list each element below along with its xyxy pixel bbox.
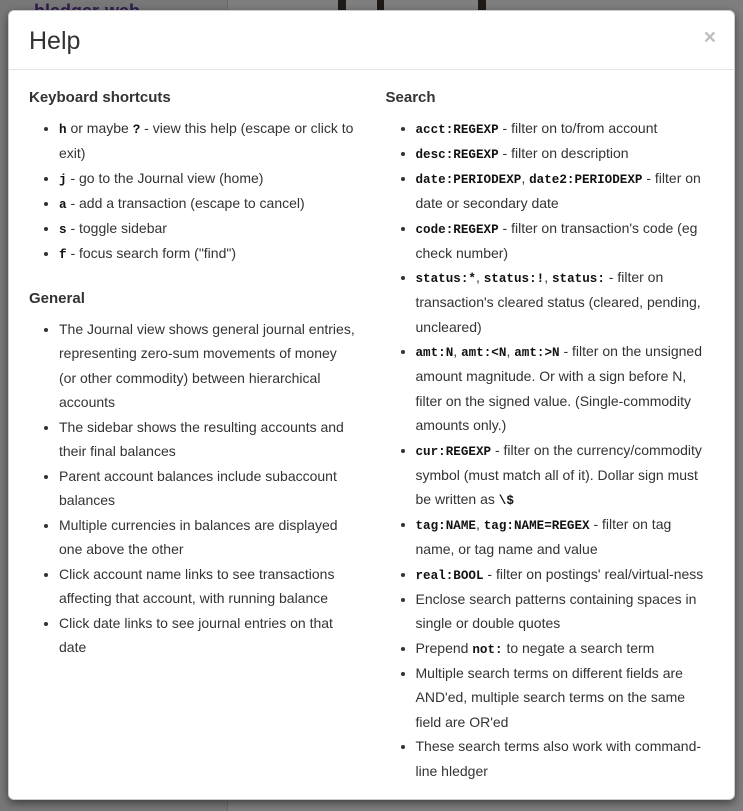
section-heading-search: Search bbox=[385, 89, 436, 106]
inline-code: \$ bbox=[498, 494, 514, 509]
list-item: • status:*, status:!, status: - filter on transaction's cleared status (cleared, pending, uncleared) bbox=[416, 265, 715, 339]
inline-code: s bbox=[59, 222, 67, 237]
list-item: • Parent account balances include subaccount balances bbox=[59, 464, 357, 513]
list-item: • s - toggle sidebar bbox=[59, 216, 357, 241]
list-item: • a - add a transaction (escape to cancel) bbox=[59, 191, 357, 216]
section-heading-keyboard-shortcuts: Keyboard shortcuts bbox=[29, 89, 171, 106]
inline-code: j bbox=[59, 172, 67, 187]
list-item: • code:REGEXP - filter on transaction's code (eg check number) bbox=[416, 216, 715, 266]
inline-code: amt:N bbox=[415, 346, 454, 361]
list-item: • Click date links to see journal entries on that date bbox=[59, 611, 357, 660]
inline-code: f bbox=[59, 247, 67, 262]
inline-code: ? bbox=[132, 123, 141, 137]
inline-code: status:! bbox=[483, 272, 545, 287]
list-item: • cur:REGEXP - filter on the currency/commodity symbol (must match all of it). Dollar sign must be written as \$ bbox=[416, 438, 715, 513]
inline-code: not: bbox=[472, 642, 503, 657]
inline-code: cur:REGEXP bbox=[415, 444, 492, 459]
inline-code: real:BOOL bbox=[415, 568, 484, 583]
modal-header bbox=[9, 11, 734, 70]
list-item: • j - go to the Journal view (home) bbox=[59, 166, 357, 191]
list-item: • The Journal view shows general journal entries, representing zero-sum movements of money (or other commodity) between hierarchical accounts bbox=[59, 317, 357, 415]
list-item: • h or maybe ? - view this help (escape or click to exit) bbox=[59, 116, 357, 166]
list-item: • date:PERIODEXP, date2:PERIODEXP - filter on date or secondary date bbox=[416, 166, 715, 216]
inline-code: a bbox=[59, 197, 67, 212]
inline-code: acct:REGEXP bbox=[415, 123, 499, 137]
list-item: • Enclose search patterns containing spaces in single or double quotes bbox=[416, 587, 715, 636]
close-icon[interactable]: × bbox=[703, 26, 716, 49]
inline-code: date:PERIODEXP bbox=[415, 173, 522, 188]
general-list bbox=[29, 317, 357, 660]
inline-code: desc:REGEXP bbox=[415, 148, 499, 163]
list-item: • real:BOOL - filter on postings' real/virtual-ness bbox=[416, 562, 715, 587]
inline-code: amt:<N bbox=[461, 346, 507, 361]
modal-body bbox=[9, 70, 734, 800]
section-heading-general: General bbox=[29, 289, 85, 307]
list-item: • These search terms also work with command-line hledger bbox=[416, 734, 715, 783]
inline-code: h bbox=[59, 123, 67, 137]
list-item: • Multiple currencies in balances are displayed one above the other bbox=[59, 513, 357, 562]
help-modal bbox=[8, 10, 735, 800]
inline-code: tag:NAME bbox=[415, 519, 476, 534]
keyboard-shortcuts-list bbox=[29, 116, 357, 266]
inline-code: tag:NAME=REGEX bbox=[483, 519, 590, 534]
list-item: • Multiple search terms on different fields are AND'ed, multiple search terms on the same field are OR'ed bbox=[416, 661, 715, 735]
search-list bbox=[386, 116, 715, 783]
list-item: • tag:NAME, tag:NAME=REGEX - filter on tag name, or tag name and value bbox=[416, 512, 715, 562]
list-item: • Click account name links to see transactions affecting that account, with running balance bbox=[59, 562, 357, 611]
list-item: • acct:REGEXP - filter on to/from account bbox=[416, 116, 715, 141]
inline-code: amt:>N bbox=[514, 346, 560, 361]
inline-code: status: bbox=[552, 272, 605, 287]
list-item: • amt:N, amt:<N, amt:>N - filter on the unsigned amount magnitude. Or with a sign before N, filter on the signed value. (Single-commodity amounts only.) bbox=[416, 339, 715, 438]
list-item: • desc:REGEXP - filter on description bbox=[416, 141, 715, 166]
inline-code: status:* bbox=[415, 272, 476, 287]
inline-code: code:REGEXP bbox=[415, 222, 499, 237]
inline-code: date2:PERIODEXP bbox=[529, 173, 643, 188]
list-item: • The sidebar shows the resulting accounts and their final balances bbox=[59, 415, 357, 464]
list-item: • f - focus search form ("find") bbox=[59, 241, 357, 266]
left-column bbox=[29, 89, 372, 793]
list-item: • Prepend not: to negate a search term bbox=[416, 636, 715, 661]
right-column bbox=[372, 89, 715, 793]
modal-title: Help bbox=[29, 27, 81, 55]
